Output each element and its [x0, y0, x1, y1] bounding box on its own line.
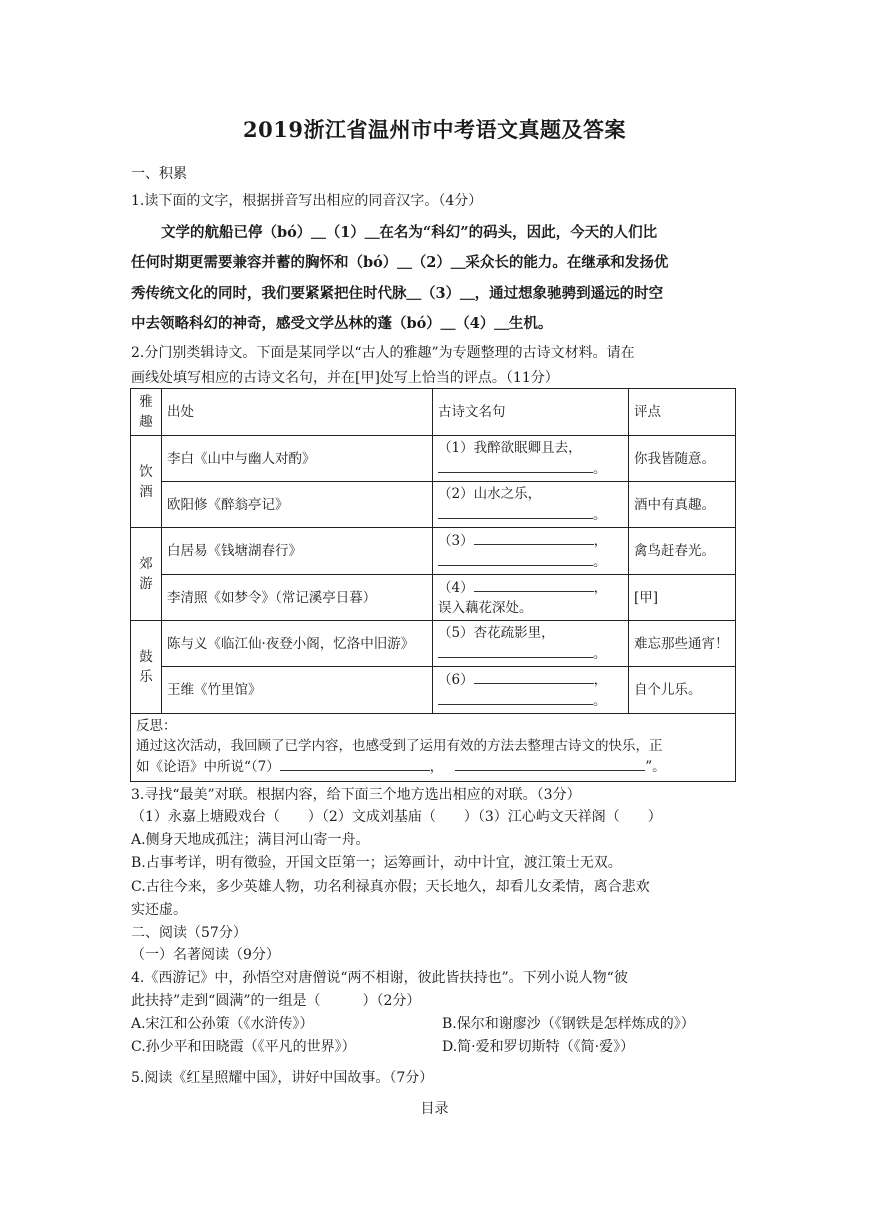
option-b: B.占事考详，明有徵验，开国文臣第一；运筹画计，动中计宜，渡江策士无双。	[131, 855, 622, 871]
punctuation: ，	[593, 672, 608, 688]
question-1-passage-line: 秀传统文化的同时，我们要紧紧把住时代脉＿（3）＿，通过想象驰骋到遥远的时空	[131, 285, 664, 302]
source-cell: 陈与义《临江仙·夜登小阁，忆洛中旧游》	[162, 621, 433, 667]
answer-blank[interactable]	[438, 551, 593, 566]
poem-table	[130, 388, 736, 782]
reflection-cell	[131, 714, 736, 782]
comment-cell: 酒中有真趣。	[629, 482, 736, 528]
comment-cell: [甲]	[629, 575, 736, 621]
poem-line-cell	[433, 575, 629, 621]
subsection-heading: （一）名著阅读（9分）	[131, 947, 280, 963]
answer-blank[interactable]	[474, 577, 594, 592]
question-1-passage-line: 文学的航船已停（bó）＿（1）＿在名为“科幻”的码头，因此，今天的人们比	[161, 224, 658, 241]
poem-line-text: （4）	[438, 580, 474, 596]
table-header-row	[131, 389, 736, 436]
answer-blank[interactable]	[438, 690, 593, 705]
punctuation: ”。	[645, 759, 666, 775]
answer-blank[interactable]	[280, 756, 430, 771]
punctuation: ，	[429, 759, 444, 775]
answer-blank[interactable]	[438, 458, 593, 473]
answer-blank[interactable]	[438, 643, 593, 658]
question-4-stem: 4.《西游记》中，孙悟空对唐僧说“两不相谢，彼此皆扶持也”。下列小说人物“彼	[131, 970, 628, 986]
question-5-stem: 5.阅读《红星照耀中国》，讲好中国故事。（7分）	[131, 1070, 434, 1086]
footer-toc-link[interactable]: 目录	[420, 1101, 449, 1117]
poem-line-text: （1）我醉欲眠卿且去，	[438, 440, 582, 456]
option-c: C.古往今来，多少英雄人物，功名利禄真亦假；天长地久，却看儿女柔情，离合悲欢	[131, 879, 650, 895]
table-row	[131, 436, 736, 482]
table-row	[131, 528, 736, 575]
reflection-row	[131, 714, 736, 782]
section-heading: 二、阅读（57分）	[131, 925, 247, 941]
poem-line-cell	[433, 528, 629, 575]
source-cell: 李清照《如梦令》（常记溪亭日暮）	[162, 575, 433, 621]
header-cell: 评点	[629, 389, 736, 436]
poem-line-cell	[433, 621, 629, 667]
option-b: B.保尔和谢廖沙（《钢铁是怎样炼成的》）	[442, 1016, 695, 1032]
section-heading: 一、积累	[131, 166, 187, 182]
comment-cell: 禽鸟赶春光。	[629, 528, 736, 575]
table-row	[131, 482, 736, 528]
punctuation: 。	[593, 646, 607, 662]
table-row	[131, 621, 736, 667]
comment-cell: 自个儿乐。	[629, 667, 736, 714]
poem-line-cell	[433, 436, 629, 482]
question-1-stem: 1.读下面的文字，根据拼音写出相应的同音汉字。（4分）	[131, 193, 483, 209]
reflection-text: 如《论语》中所说“（7）	[136, 759, 280, 775]
question-1-passage-line: 任何时期更需要兼容并蓄的胸怀和（bó）＿（2）＿采众长的能力。在继承和发扬优	[131, 254, 669, 271]
punctuation: 。	[593, 693, 607, 709]
source-cell: 李白《山中与幽人对酌》	[162, 436, 433, 482]
poem-line-cell	[433, 482, 629, 528]
poem-line-text: （2）山水之乐，	[438, 486, 542, 502]
source-cell: 王维《竹里馆》	[162, 667, 433, 714]
option-a: A.侧身天地成孤注；满目河山寄一舟。	[131, 832, 370, 848]
question-1-passage-line: 中去领略科幻的神奇，感受文学丛林的蓬（bó）＿（4）＿生机。	[131, 315, 553, 332]
answer-blank[interactable]	[455, 756, 645, 771]
option-a: A.宋江和公孙策（《水浒传》）	[131, 1016, 314, 1032]
category-cell: 郊游	[131, 528, 162, 621]
punctuation: 。	[593, 507, 607, 523]
source-cell: 白居易《钱塘湖春行》	[162, 528, 433, 575]
poem-line-text: （6）	[438, 672, 474, 688]
category-cell: 鼓乐	[131, 621, 162, 714]
header-cell: 雅趣	[131, 389, 162, 436]
reflection-label: 反思：	[136, 718, 177, 734]
table-row	[131, 667, 736, 714]
answer-blank[interactable]	[474, 530, 594, 545]
poem-line-text: （5）杏花疏影里，	[438, 625, 555, 641]
source-cell: 欧阳修《醉翁亭记》	[162, 482, 433, 528]
punctuation: 。	[593, 461, 607, 477]
header-cell: 古诗文名句	[433, 389, 629, 436]
answer-blank[interactable]	[474, 669, 594, 684]
poem-line-cell	[433, 667, 629, 714]
reflection-text: 通过这次活动，我回顾了已学内容，也感受到了运用有效的方法去整理古诗文的快乐，正	[136, 738, 663, 754]
option-c: C.孙少平和田晓霞（《平凡的世界》）	[131, 1039, 356, 1055]
punctuation: ，	[593, 580, 608, 596]
question-4-stem: 此扶持”走到“圆满”的一组是（ ）（2分）	[131, 993, 421, 1009]
header-cell: 出处	[162, 389, 433, 436]
punctuation: ，	[593, 533, 608, 549]
option-d: D.简·爱和罗切斯特（《简·爱》）	[442, 1039, 635, 1055]
poem-line-text: （3）	[438, 533, 474, 549]
question-2-stem: 2.分门别类辑诗文。下面是某同学以“古人的雅趣”为专题整理的古诗文材料。请在	[131, 345, 635, 361]
question-2-stem: 画线处填写相应的古诗文名句，并在[甲]处写上恰当的评点。（11分）	[131, 370, 559, 386]
poem-line-text: 误入藕花深处。	[438, 600, 533, 616]
question-3-places: （1）永嘉上塘殿戏台（ ）（2）文成刘基庙（ ）（3）江心屿文天祥阁（ ）	[131, 809, 662, 825]
category-cell: 饮酒	[131, 436, 162, 528]
comment-cell: 难忘那些通宵！	[629, 621, 736, 667]
answer-blank[interactable]	[438, 504, 593, 519]
question-3-stem: 3.寻找“最美”对联。根据内容，给下面三个地方选出相应的对联。（3分）	[131, 787, 581, 803]
table-row	[131, 575, 736, 621]
comment-cell: 你我皆随意。	[629, 436, 736, 482]
punctuation: 。	[593, 554, 607, 570]
page-title: 2019浙江省温州市中考语文真题及答案	[243, 117, 626, 142]
option-c-continued: 实还虚。	[131, 902, 187, 918]
